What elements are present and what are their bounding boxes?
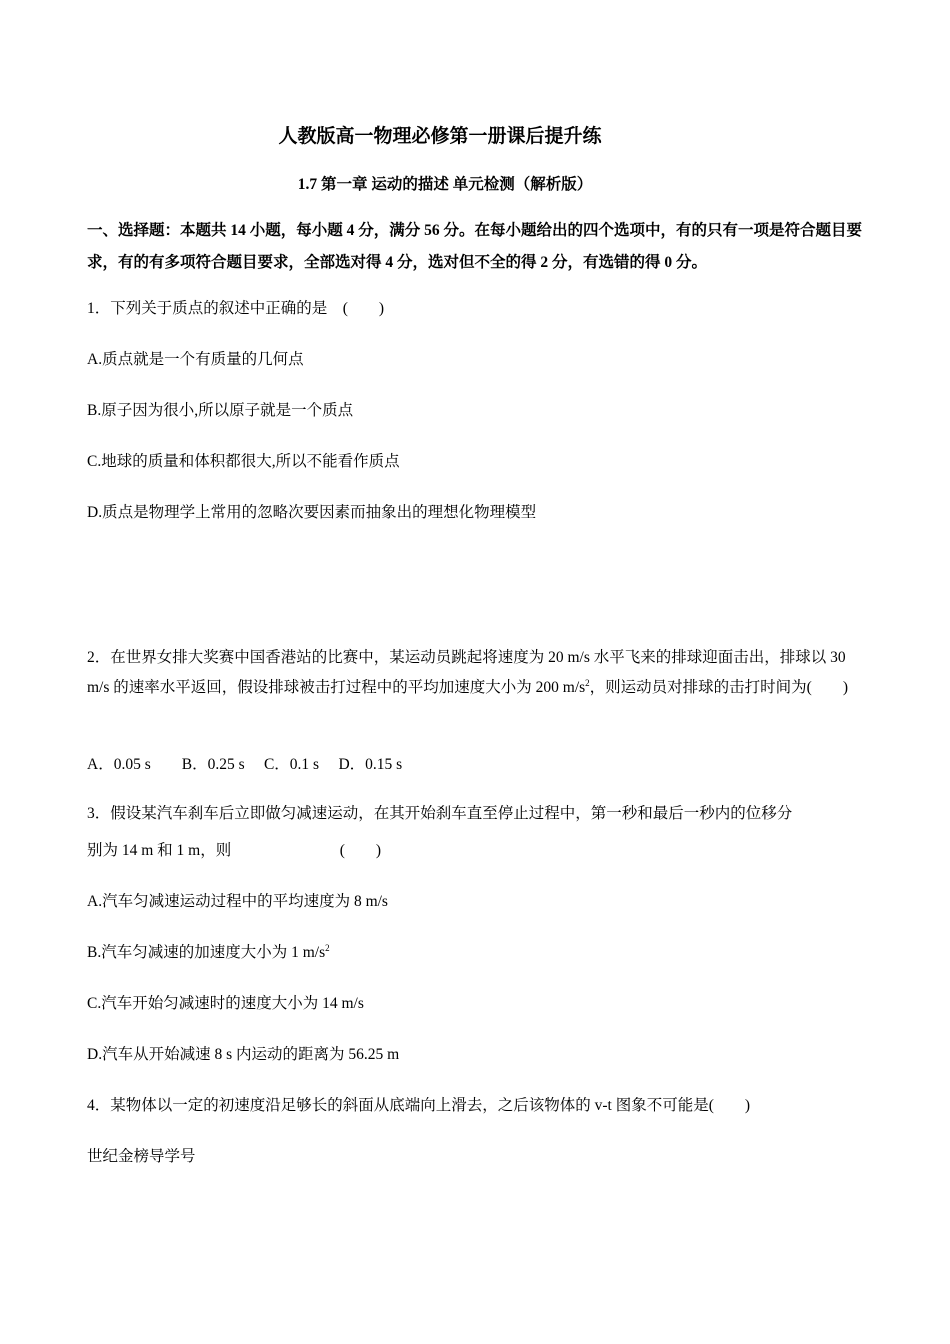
question-2-options: A．0.05 s B．0.25 s C．0.1 s D．0.15 s bbox=[87, 756, 403, 773]
document-subtitle: 1.7 第一章 运动的描述 单元检测（解析版） bbox=[297, 176, 593, 193]
question-2-stem bbox=[87, 643, 865, 703]
question-3-option-b-exponent: 2 bbox=[325, 942, 330, 953]
question-3-stem-line-2: 别为 14 m 和 1 m，则 ( ) bbox=[87, 842, 382, 859]
question-1-option-b: B.原子因为很小,所以原子就是一个质点 bbox=[87, 402, 354, 419]
question-1-option-c: C.地球的质量和体积都很大,所以不能看作质点 bbox=[87, 453, 400, 470]
question-3-option-b-text: B.汽车匀减速的加速度大小为 1 m/s bbox=[87, 944, 326, 961]
question-2-stem-text: 2．在世界女排大奖赛中国香港站的比赛中，某运动员跳起将速度为 20 m/s 水平飞来的排球迎面击出，排球以 30 m/s 的速率水平返回，假设排球被击打过程中的平均加速度大小为 200 m/s bbox=[87, 649, 846, 696]
question-1-stem: 1．下列关于质点的叙述中正确的是 ( ) bbox=[87, 300, 385, 317]
question-3-option-b bbox=[87, 942, 330, 964]
question-1-option-d: D.质点是物理学上常用的忽略次要因素而抽象出的理想化物理模型 bbox=[87, 504, 537, 521]
question-3-option-d: D.汽车从开始减速 8 s 内运动的距离为 56.25 m bbox=[87, 1046, 400, 1063]
question-3-stem-line-1: 3．假设某汽车刹车后立即做匀减速运动，在其开始刹车直至停止过程中，第一秒和最后一秒内的位移分 bbox=[87, 805, 793, 822]
question-2-unit-exponent: 2 bbox=[585, 677, 590, 688]
question-3-option-c: C.汽车开始匀减速时的速度大小为 14 m/s bbox=[87, 995, 364, 1012]
question-3-option-a: A.汽车匀减速运动过程中的平均速度为 8 m/s bbox=[87, 893, 388, 910]
question-2-stem-tail: ，则运动员对排球的击打时间为( ) bbox=[589, 679, 848, 696]
question-4-stem: 4．某物体以一定的初速度沿足够长的斜面从底端向上滑去，之后该物体的 v-t 图象不可能是( ) bbox=[87, 1097, 751, 1114]
section-instructions: 一、选择题：本题共 14 小题，每小题 4 分，满分 56 分。在每小题给出的四个选项中，有的只有一项是符合题目要求，有的有多项符合题目要求，全部选对得 4 分，选对但不全的得 2 分，有选错的得 0 分。 bbox=[87, 222, 863, 271]
footer-text: 世纪金榜导学号 bbox=[87, 1148, 196, 1165]
document-title: 人教版高一物理必修第一册课后提升练 bbox=[278, 126, 602, 147]
question-1-option-a: A.质点就是一个有质量的几何点 bbox=[87, 351, 304, 368]
